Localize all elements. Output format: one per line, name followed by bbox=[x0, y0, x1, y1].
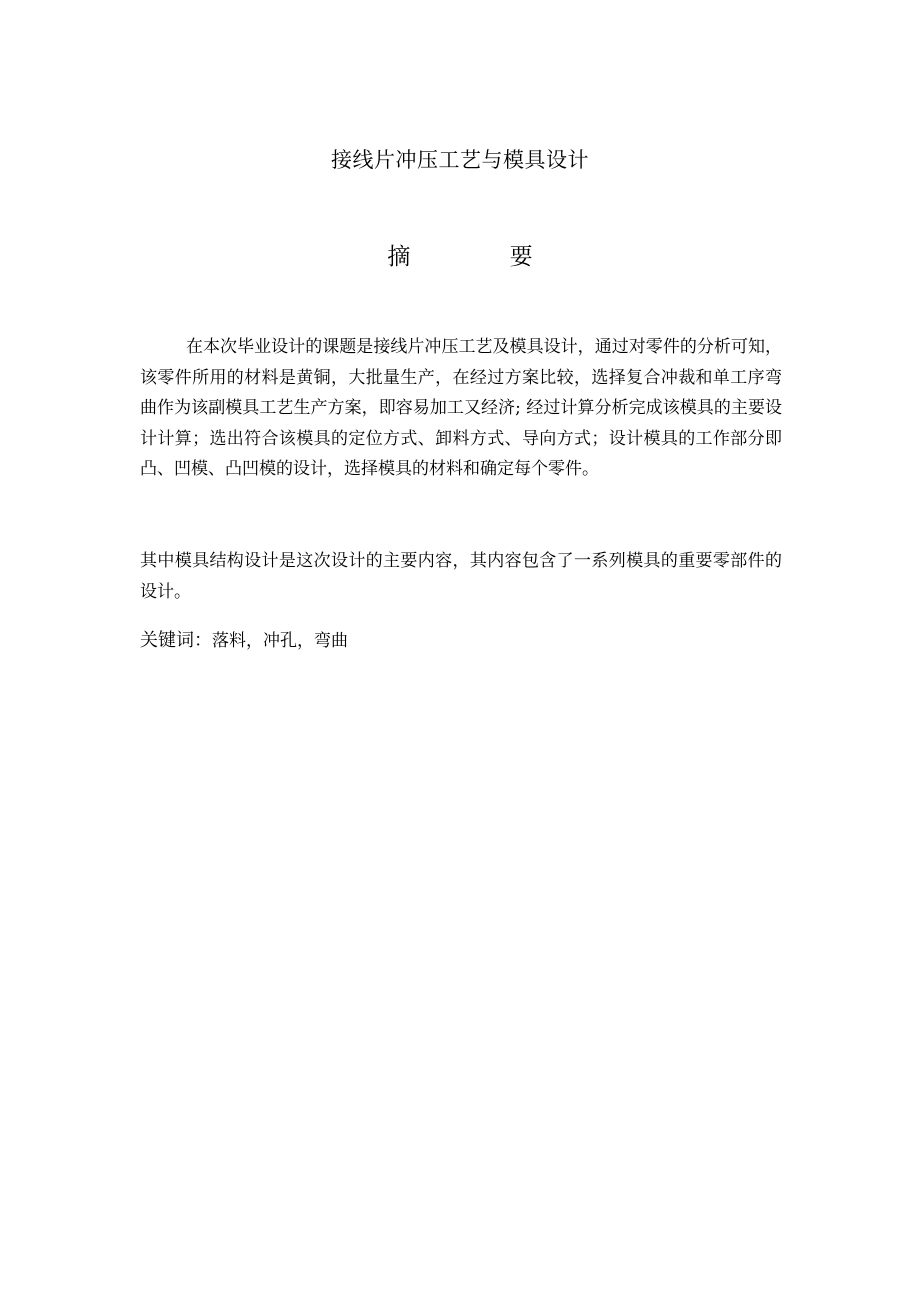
abstract-paragraph-2: 其中模具结构设计是这次设计的主要内容，其内容包含了一系列模具的重要零部件的设计。 bbox=[140, 551, 782, 602]
keywords-value: 落料，冲孔，弯曲 bbox=[212, 631, 348, 651]
keywords-line bbox=[140, 625, 782, 657]
abstract-paragraph-1: 在本次毕业设计的课题是接线片冲压工艺及模具设计，通过对零件的分析可知，该零件所用的材料是黄铜，大批量生产，在经过方案比较，选择复合冲裁和单工序弯曲作为该副模具工艺生产方案，即容易加工又经济; 经过计算分析完成该模具的主要设计计算；选出符合该模具的定位方式、卸料方式、导向方式；设计模具的工作部分即凸、凹模、凸凹模的设计，选择模具的材料和确定每个零件。 bbox=[140, 337, 782, 480]
keywords-label: 关键词： bbox=[140, 630, 212, 651]
abstract-heading: 摘 要 bbox=[387, 244, 579, 270]
document-title: 接线片冲压工艺与模具设计 bbox=[331, 148, 589, 172]
